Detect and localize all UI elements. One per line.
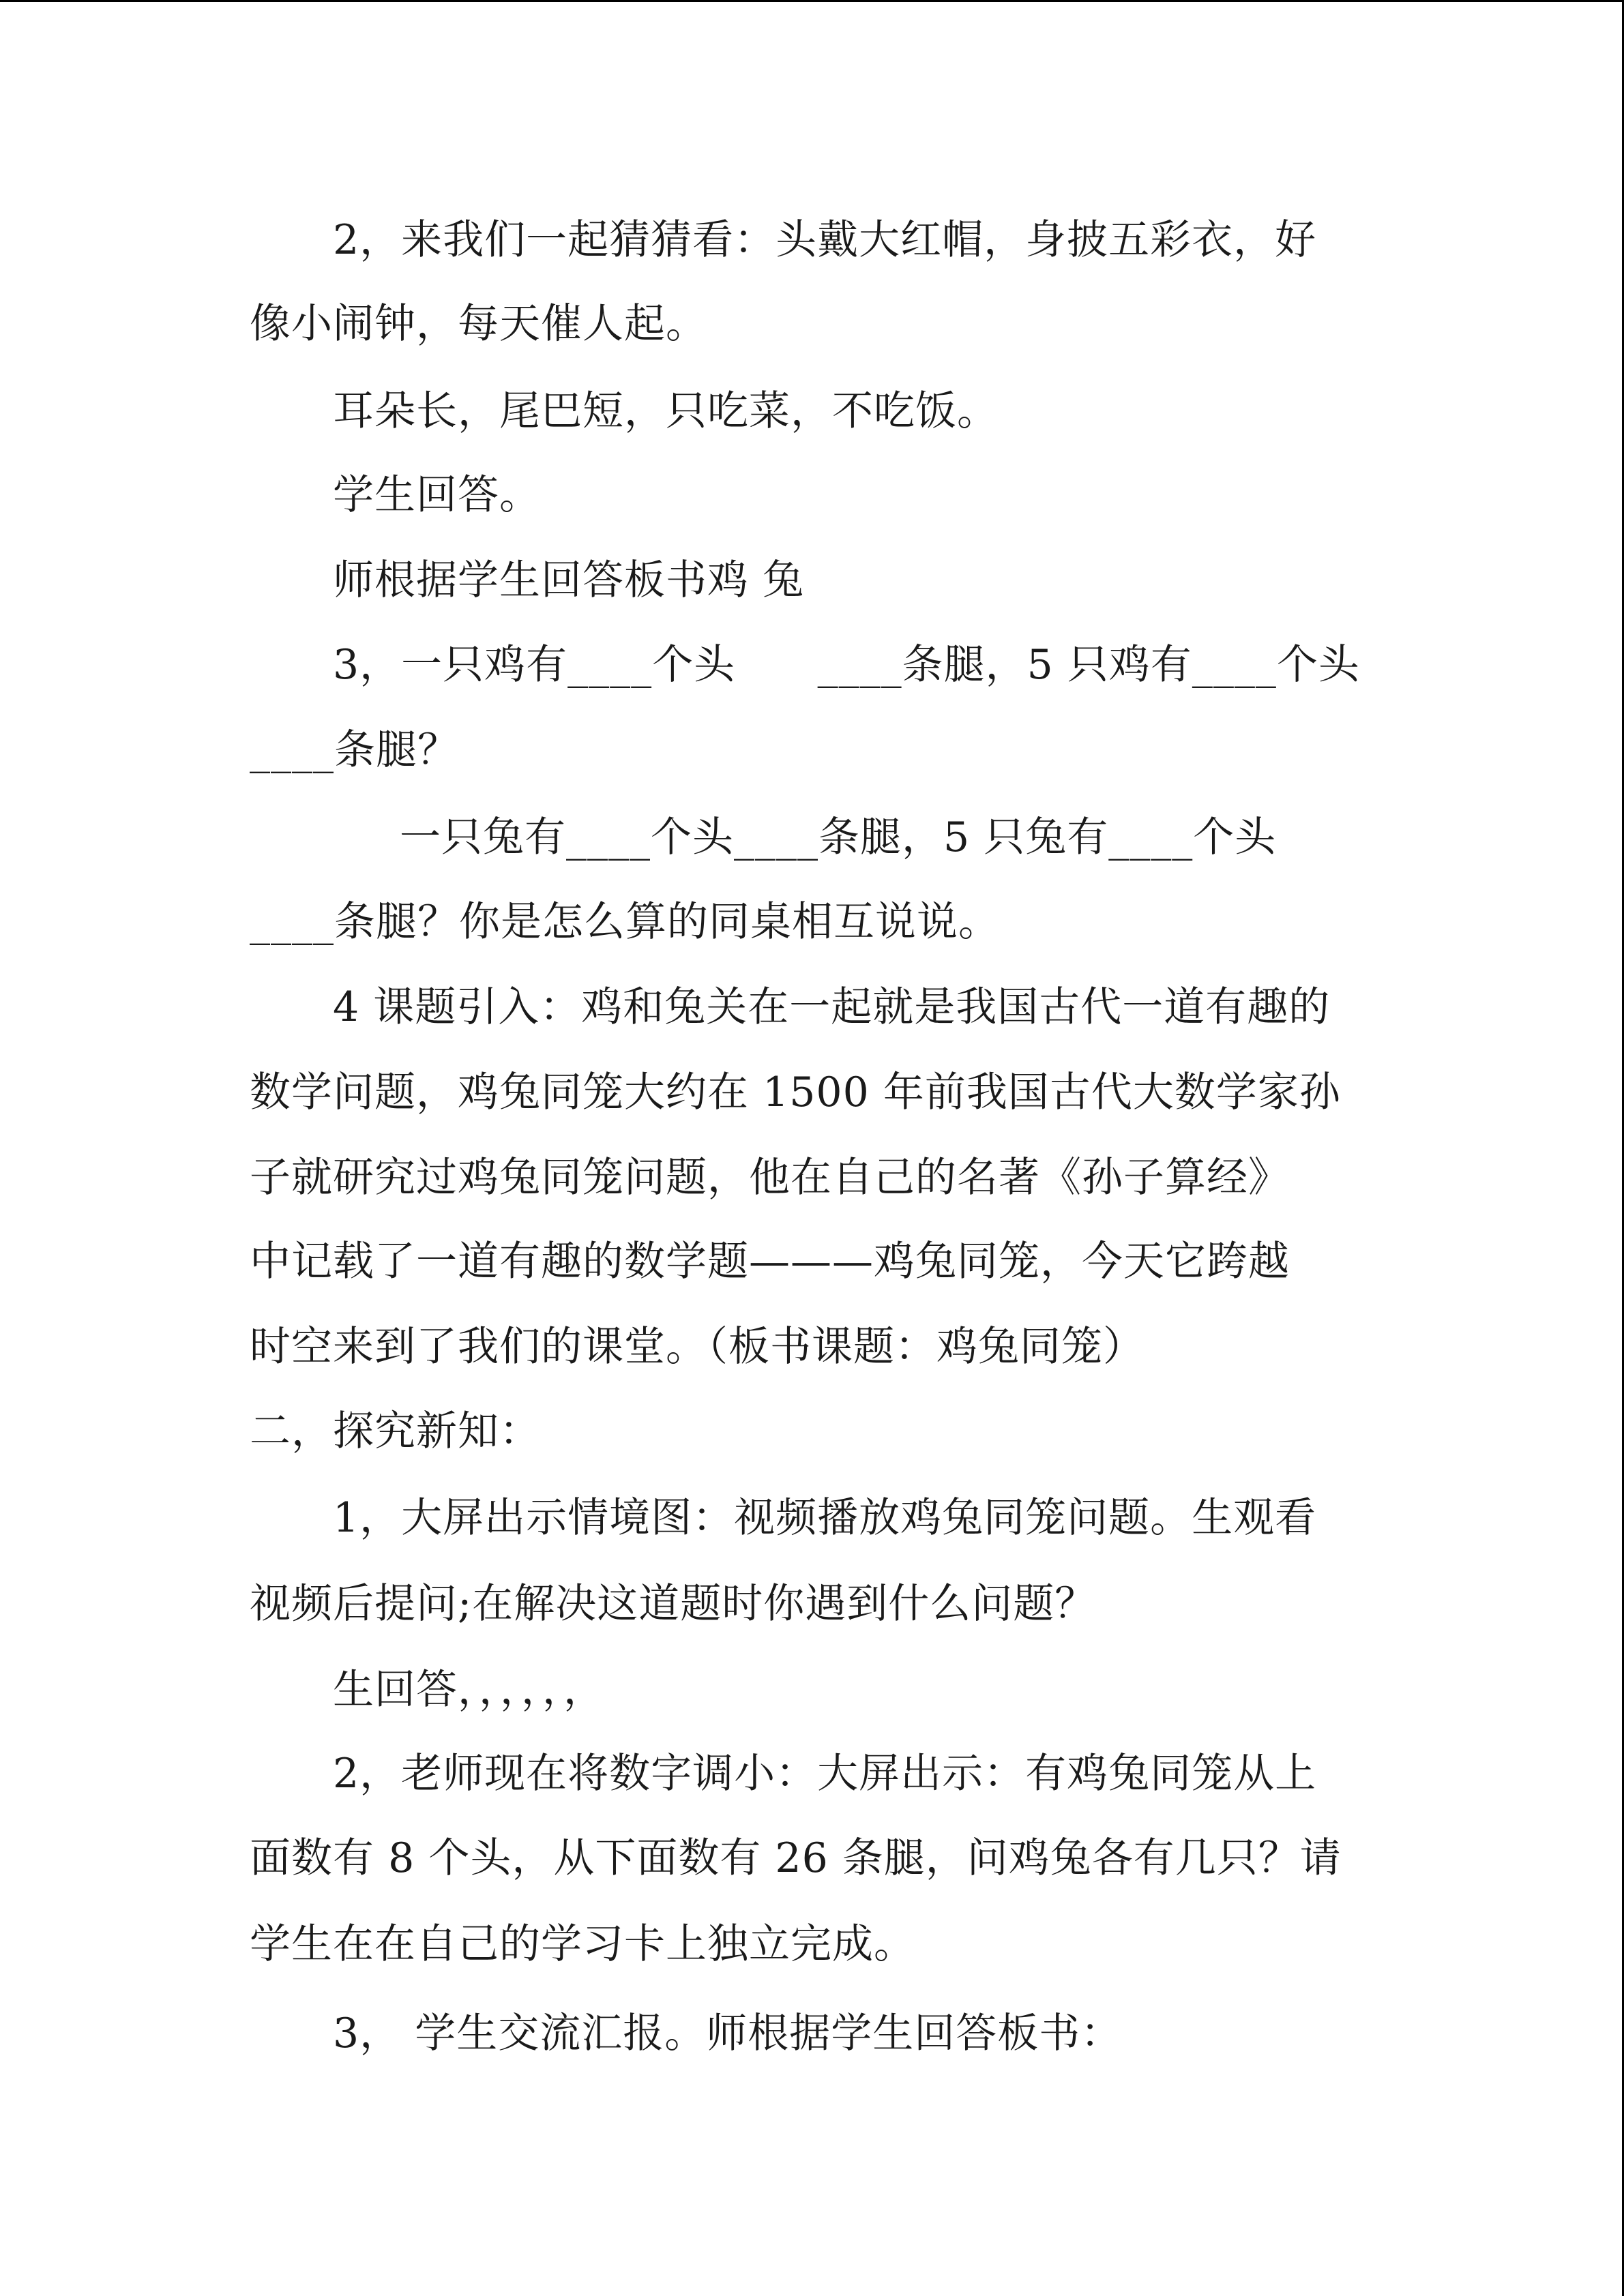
text-line: 4 课题引入：鸡和兔关在一起就是我国古代一道有趣的 <box>333 983 1331 1031</box>
text-line: 视频后提问;在解决这道题时你遇到什么问题？ <box>250 1580 1097 1628</box>
text-line: 1，大屏出示情境图：视频播放鸡兔同笼问题。生观看 <box>333 1494 1317 1542</box>
text-line: 学生在在自己的学习卡上独立完成。 <box>250 1920 915 1968</box>
text-line: 3，一只鸡有____个头 ____条腿，5 只鸡有____个头 <box>333 641 1360 689</box>
text-line: 子就研究过鸡兔同笼问题，他在自己的名著《孙子算经》 <box>250 1154 1290 1202</box>
text-line: 学生回答。 <box>333 471 541 519</box>
text-line: 生回答，，，，，， <box>333 1666 605 1714</box>
text-line: 数学问题，鸡兔同笼大约在 1500 年前我国古代大数学家孙 <box>250 1069 1341 1116</box>
text-line: 2，老师现在将数字调小：大屏出示：有鸡兔同笼从上 <box>333 1750 1317 1798</box>
text-line: 像小闹钟，每天催人起。 <box>250 300 707 348</box>
text-line: 中记载了一道有趣的数学题———鸡兔同笼，今天它跨越 <box>250 1238 1290 1285</box>
text-line: 2，来我们一起猜猜看：头戴大红帽，身披五彩衣，好 <box>333 216 1317 264</box>
text-line: 时空来到了我们的课堂。（板书课题：鸡兔同笼） <box>250 1323 1145 1371</box>
page-border-top <box>0 0 1624 2</box>
text-line: 3， 学生交流汇报。师根据学生回答板书： <box>333 2010 1123 2057</box>
text-line: 面数有 8 个头，从下面数有 26 条腿，问鸡兔各有几只？请 <box>250 1834 1342 1882</box>
text-line: ____条腿？你是怎么算的同桌相互说说。 <box>250 898 1000 946</box>
text-line: 一只兔有____个头____条腿，5 只兔有____个头 <box>400 814 1277 861</box>
section-heading: 二，探究新知： <box>250 1407 541 1455</box>
text-line: 师根据学生回答板书鸡 兔 <box>333 556 805 604</box>
text-line: 耳朵长，尾巴短，只吃菜，不吃饭。 <box>333 387 999 435</box>
text-line: ____条腿？ <box>250 726 459 774</box>
